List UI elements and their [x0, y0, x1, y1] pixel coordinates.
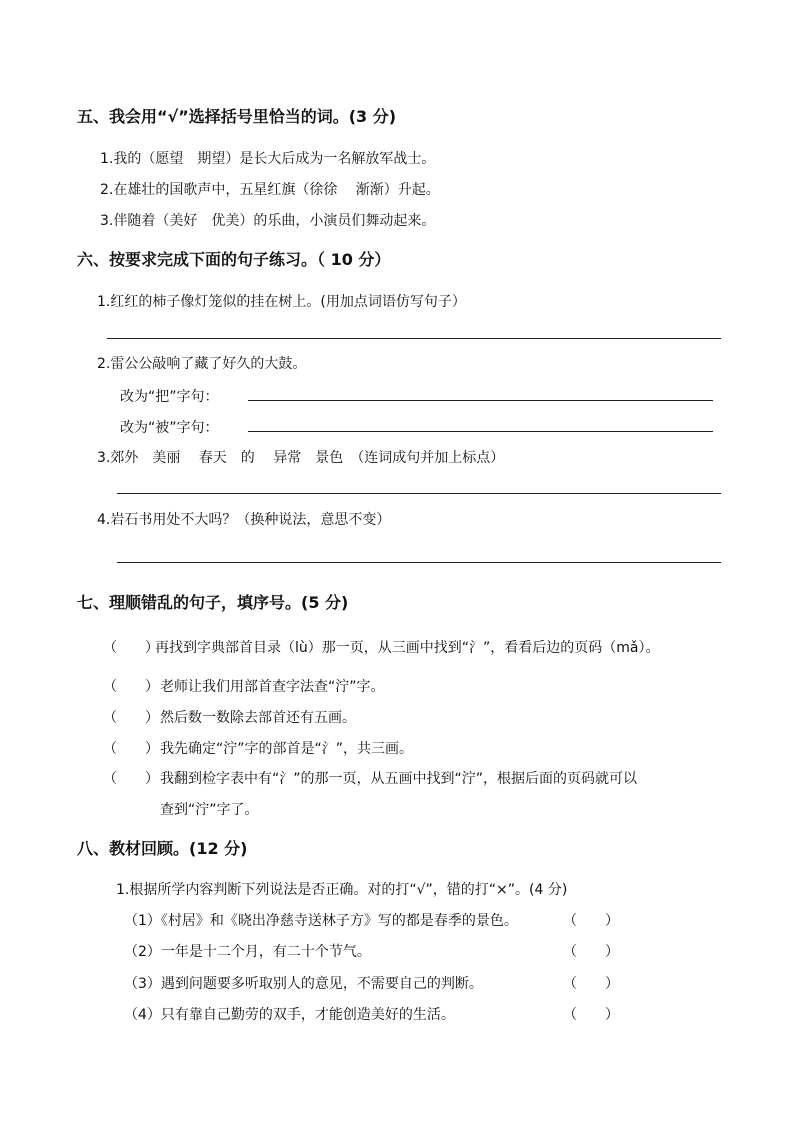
section-6-question-3: 3.郊外 美丽 春天 的 异常 景色 （连词成句并加上标点） — [97, 450, 505, 466]
answer-paren[interactable]: （ ） — [563, 944, 619, 960]
section-7-item-5: 我翻到检字表中有“氵”的那一页，从五画中找到“泞”，根据后面的页码就可以 — [160, 771, 638, 787]
section-5-item-2: 2.在雄壮的国歌声中，五星红旗（徐徐 渐渐）升起。 — [100, 182, 440, 198]
bei-sentence-label: 改为“被”字句： — [120, 420, 219, 436]
judgement-item-4: （4）只有靠自己勤劳的双手，才能创造美好的生活。 — [124, 1007, 455, 1023]
answer-line[interactable] — [107, 338, 721, 339]
section-7-item-2: 老师让我们用部首查字法查“泞”字。 — [160, 679, 385, 695]
ba-sentence-label: 改为“把”字句： — [120, 389, 219, 405]
section-7-heading: 七、理顺错乱的句子，填序号。(5 分) — [77, 593, 349, 612]
section-7-item-3: 然后数一数除去部首还有五画。 — [160, 710, 356, 726]
answer-paren[interactable]: （ ） — [563, 1007, 619, 1023]
section-6-heading: 六、按要求完成下面的句子练习。（ 10 分） — [77, 250, 391, 269]
section-8-question-1: 1.根据所学内容判断下列说法是否正确。对的打“√”，错的打“×”。(4 分) — [116, 882, 568, 898]
section-7-item-1: 再找到字典部首目录（lù）那一页，从三画中找到“氵”，看看后边的页码（mǎ）。 — [155, 640, 660, 656]
judgement-item-1: （1）《村居》和《晓出净慈寺送林子方》写的都是春季的景色。 — [124, 913, 518, 929]
answer-line[interactable] — [117, 562, 721, 563]
section-6-question-1: 1.红红的柿子像灯笼似的挂在树上。(用加点词语仿写句子） — [97, 294, 466, 310]
section-5-item-3: 3.伴随着（美好 优美）的乐曲，小演员们舞动起来。 — [100, 213, 436, 229]
judgement-item-3: （3）遇到问题要多听取别人的意见，不需要自己的判断。 — [124, 976, 483, 992]
answer-paren[interactable]: （ ） — [103, 710, 159, 726]
answer-paren[interactable]: （ ） — [103, 640, 159, 656]
answer-paren[interactable]: （ ） — [103, 771, 159, 787]
section-6-question-4: 4.岩石书用处不大吗？（换种说法，意思不变） — [97, 512, 391, 528]
answer-paren[interactable]: （ ） — [563, 913, 619, 929]
answer-paren[interactable]: （ ） — [563, 976, 619, 992]
answer-paren[interactable]: （ ） — [103, 741, 159, 757]
answer-paren[interactable]: （ ） — [103, 679, 159, 695]
answer-line[interactable] — [248, 400, 713, 401]
section-8-heading: 八、教材回顾。(12 分) — [77, 839, 248, 858]
section-5-heading: 五、我会用“√”选择括号里恰当的词。(3 分) — [77, 107, 397, 126]
section-5-item-1: 1.我的（愿望 期望）是长大后成为一名解放军战士。 — [100, 151, 436, 167]
answer-line[interactable] — [117, 493, 721, 494]
section-7-item-4: 我先确定“泞”字的部首是“氵”，共三画。 — [160, 741, 414, 757]
section-7-item-5-continued: 查到“泞”字了。 — [160, 802, 259, 818]
judgement-item-2: （2）一年是十二个月，有二十个节气。 — [124, 944, 371, 960]
answer-line[interactable] — [248, 431, 713, 432]
section-6-question-2: 2.雷公公敲响了藏了好久的大鼓。 — [97, 356, 307, 372]
